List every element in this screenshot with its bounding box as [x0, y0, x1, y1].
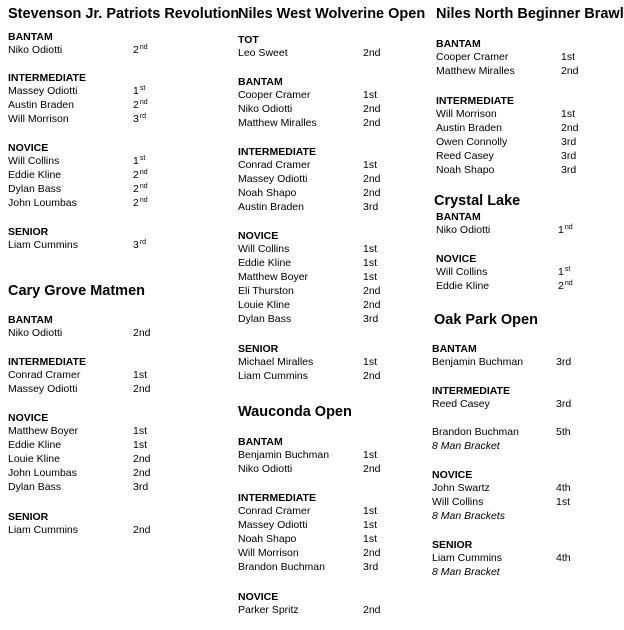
result-row	[8, 196, 148, 210]
wrestler-name: Cooper Cramer	[238, 89, 311, 101]
result-row	[436, 279, 573, 293]
tournament-title: Oak Park Open	[434, 312, 538, 328]
wrestler-name: Liam Cummins	[238, 370, 309, 382]
placement: 1st	[133, 439, 148, 451]
division-bantam	[436, 211, 573, 237]
division-title: INTERMEDIATE	[436, 95, 514, 107]
wrestler-name: Massey Odiotti	[238, 519, 308, 531]
result-row	[238, 298, 381, 312]
result-row	[8, 452, 151, 466]
placement: 2nd	[133, 453, 151, 465]
wrestler-name: Will Collins	[8, 155, 60, 167]
result-row	[238, 504, 378, 518]
placement: 2nd	[363, 47, 381, 59]
division-title: NOVICE	[432, 469, 473, 481]
wrestler-name: Massey Odiotti	[238, 173, 308, 185]
division-title: BANTAM	[238, 436, 283, 448]
placement: 2nd	[133, 467, 151, 479]
division-senior	[8, 226, 147, 252]
result-row	[8, 238, 147, 252]
placement: 2nd	[363, 299, 381, 311]
tournament-title: Niles North Beginner Brawl	[436, 6, 624, 22]
result-row	[432, 425, 571, 439]
wrestler-name: Austin Braden	[8, 99, 74, 111]
wrestler-name: Niko Odiotti	[8, 44, 63, 56]
result-row	[8, 112, 147, 126]
division-title: SENIOR	[238, 343, 279, 355]
wrestler-name: Matthew Boyer	[8, 425, 79, 437]
division-title: NOVICE	[8, 142, 49, 154]
result-row	[8, 84, 146, 98]
placement: 2nd	[133, 383, 151, 395]
placement: 1st	[561, 51, 576, 63]
wrestler-name: Will Collins	[436, 266, 488, 278]
placement: 1st	[363, 159, 378, 171]
division-novice	[432, 469, 571, 523]
division-title: NOVICE	[238, 591, 279, 603]
result-row	[8, 326, 151, 340]
wrestler-name: Louie Kline	[238, 299, 290, 311]
wrestler-name: Owen Connolly	[436, 136, 508, 148]
wrestler-name: Will Morrison	[436, 108, 497, 120]
wrestler-name: Eli Thurston	[238, 285, 294, 297]
placement: 4th	[556, 482, 571, 494]
division-bantam	[8, 31, 148, 57]
result-row	[238, 46, 381, 60]
division-title: INTERMEDIATE	[238, 146, 316, 158]
wrestler-name: Will Morrison	[238, 547, 299, 559]
result-row	[8, 480, 149, 494]
division-title: SENIOR	[8, 511, 49, 523]
result-row	[238, 256, 378, 270]
result-row	[238, 284, 381, 298]
placement: 1st	[133, 425, 148, 437]
placement: 3rd	[556, 356, 572, 368]
division-title: INTERMEDIATE	[8, 72, 86, 84]
result-row	[238, 462, 381, 476]
placement: 1st	[363, 257, 378, 269]
result-row	[8, 523, 151, 537]
result-row	[436, 265, 571, 279]
result-row	[436, 163, 577, 177]
wrestler-name: John Swartz	[432, 482, 490, 494]
wrestler-name: Liam Cummins	[432, 552, 503, 564]
placement: 1st	[363, 519, 378, 531]
placement: 2nd	[363, 463, 381, 475]
result-row	[432, 495, 571, 509]
wrestler-name: Will Morrison	[8, 113, 69, 125]
wrestler-name: Reed Casey	[436, 150, 494, 162]
division-novice	[8, 142, 148, 210]
placement: 1st	[133, 85, 146, 97]
result-row	[238, 242, 378, 256]
placement: 1st	[561, 108, 576, 120]
division-tot	[238, 34, 381, 60]
bracket-note: 8 Man Bracket	[432, 566, 500, 578]
division-intermediate	[432, 385, 572, 453]
result-row	[436, 64, 579, 78]
placement: 3rd	[363, 561, 379, 573]
placement: 1st	[363, 356, 378, 368]
placement: 1st	[558, 266, 571, 278]
division-title: BANTAM	[8, 314, 53, 326]
placement: 3rd	[133, 113, 147, 125]
wrestler-name: Matthew Miralles	[436, 65, 515, 77]
bracket-note: 8 Man Bracket	[432, 440, 500, 452]
result-row	[238, 116, 381, 130]
result-row	[238, 369, 381, 383]
placement: 1st	[363, 505, 378, 517]
result-row	[238, 270, 378, 284]
result-row	[8, 98, 148, 112]
division-bantam	[8, 314, 151, 340]
wrestler-name: John Loumbas	[8, 467, 77, 479]
placement: 2nd	[133, 327, 151, 339]
division-novice	[238, 230, 381, 326]
placement: 2nd	[133, 524, 151, 536]
wrestler-name: Niko Odiotti	[238, 463, 293, 475]
wrestler-name: Michael Miralles	[238, 356, 314, 368]
result-row	[8, 43, 148, 57]
division-title: TOT	[238, 34, 259, 46]
placement: 1nd	[558, 224, 573, 236]
tournament-title: Stevenson Jr. Patriots Revolution	[8, 6, 240, 22]
placement: 2nd	[363, 173, 381, 185]
wrestler-name: Benjamin Buchman	[432, 356, 524, 368]
wrestler-name: Niko Odiotti	[8, 327, 63, 339]
wrestler-name: Massey Odiotti	[8, 383, 78, 395]
placement: 2nd	[363, 604, 381, 616]
result-row	[238, 186, 381, 200]
placement: 1st	[133, 369, 148, 381]
division-intermediate	[8, 72, 148, 126]
placement: 3rd	[561, 136, 577, 148]
wrestler-name: Liam Cummins	[8, 524, 79, 536]
result-row	[432, 355, 572, 369]
tournament-title: Wauconda Open	[238, 404, 352, 420]
result-row	[432, 481, 571, 495]
division-senior	[432, 539, 571, 579]
result-row	[432, 397, 572, 411]
wrestler-name: Eddie Kline	[238, 257, 292, 269]
wrestler-name: Dylan Bass	[8, 481, 62, 493]
bracket-note: 8 Man Brackets	[432, 510, 505, 522]
wrestler-name: Noah Shapo	[436, 164, 495, 176]
result-row	[238, 448, 378, 462]
result-row	[436, 121, 579, 135]
result-row	[238, 102, 381, 116]
wrestler-name: Matthew Miralles	[238, 117, 317, 129]
division-title: BANTAM	[432, 343, 477, 355]
wrestler-name: Austin Braden	[436, 122, 502, 134]
wrestler-name: Louie Kline	[8, 453, 60, 465]
placement: 1st	[363, 533, 378, 545]
result-row	[8, 382, 151, 396]
wrestler-name: Dylan Bass	[238, 313, 292, 325]
wrestler-name: Eddie Kline	[8, 439, 62, 451]
division-title: INTERMEDIATE	[432, 385, 510, 397]
result-row	[8, 368, 148, 382]
result-row	[436, 223, 573, 237]
placement: 2nd	[133, 99, 148, 111]
placement: 3rd	[363, 201, 379, 213]
result-row	[238, 560, 379, 574]
result-row	[432, 551, 571, 565]
division-bantam	[432, 343, 572, 369]
placement: 2nd	[558, 280, 573, 292]
division-title: SENIOR	[432, 539, 473, 551]
result-row	[8, 438, 148, 452]
placement: 2nd	[133, 169, 148, 181]
result-row	[238, 355, 378, 369]
wrestler-name: Eddie Kline	[436, 280, 490, 292]
result-row	[436, 107, 576, 121]
wrestler-name: Conrad Cramer	[238, 159, 311, 171]
placement: 1st	[556, 496, 571, 508]
division-novice	[8, 412, 151, 494]
division-title: NOVICE	[436, 253, 477, 265]
division-title: INTERMEDIATE	[238, 492, 316, 504]
division-title: SENIOR	[8, 226, 49, 238]
wrestler-name: Matthew Boyer	[238, 271, 309, 283]
division-bantam	[436, 38, 579, 78]
result-row	[8, 424, 148, 438]
placement: 2nd	[133, 44, 148, 56]
division-title: NOVICE	[8, 412, 49, 424]
result-row	[436, 135, 577, 149]
division-bantam	[238, 436, 381, 476]
wrestler-name: Niko Odiotti	[238, 103, 293, 115]
wrestler-name: Eddie Kline	[8, 169, 62, 181]
placement: 3rd	[133, 481, 149, 493]
division-novice	[238, 591, 381, 617]
division-title: BANTAM	[8, 31, 53, 43]
wrestler-name: Noah Shapo	[238, 533, 297, 545]
wrestler-name: Parker Spritz	[238, 604, 299, 616]
wrestler-name: Will Collins	[432, 496, 484, 508]
placement: 2nd	[363, 117, 381, 129]
wrestler-name: Brandon Buchman	[238, 561, 325, 573]
result-row	[238, 518, 378, 532]
division-title: BANTAM	[238, 76, 283, 88]
placement: 3rd	[561, 150, 577, 162]
placement: 1st	[363, 243, 378, 255]
wrestler-name: Will Collins	[238, 243, 290, 255]
division-intermediate	[238, 492, 381, 574]
result-row	[238, 312, 379, 326]
wrestler-name: Noah Shapo	[238, 187, 297, 199]
result-row	[436, 50, 576, 64]
placement: 1st	[363, 271, 378, 283]
result-row	[238, 172, 381, 186]
division-intermediate	[238, 146, 381, 214]
placement: 5th	[556, 426, 571, 438]
placement: 2nd	[561, 122, 579, 134]
placement: 2nd	[561, 65, 579, 77]
result-row	[238, 200, 379, 214]
division-novice	[436, 253, 573, 293]
placement: 3rd	[363, 313, 379, 325]
placement: 2nd	[133, 197, 148, 209]
placement: 2nd	[363, 285, 381, 297]
division-intermediate	[8, 356, 151, 396]
division-intermediate	[436, 95, 579, 177]
wrestler-name: Conrad Cramer	[8, 369, 81, 381]
result-row	[238, 603, 381, 617]
wrestler-name: Benjamin Buchman	[238, 449, 330, 461]
wrestler-name: John Loumbas	[8, 197, 77, 209]
division-senior	[238, 343, 381, 383]
result-row	[8, 154, 146, 168]
tournament-title: Cary Grove Matmen	[8, 283, 145, 299]
division-senior	[8, 511, 151, 537]
wrestler-name: Cooper Cramer	[436, 51, 509, 63]
tournament-title: Crystal Lake	[434, 193, 521, 209]
result-row	[8, 466, 151, 480]
wrestler-name: Dylan Bass	[8, 183, 62, 195]
result-row	[238, 88, 378, 102]
division-title: BANTAM	[436, 38, 481, 50]
wrestler-name: Niko Odiotti	[436, 224, 491, 236]
wrestler-name: Liam Cummins	[8, 239, 79, 251]
division-bantam	[238, 76, 381, 130]
wrestler-name: Leo Sweet	[238, 47, 288, 59]
division-title: BANTAM	[436, 211, 481, 223]
placement: 2nd	[363, 370, 381, 382]
result-row	[238, 532, 378, 546]
placement: 3rd	[556, 398, 572, 410]
result-row	[8, 182, 148, 196]
placement: 4th	[556, 552, 571, 564]
division-title: NOVICE	[238, 230, 279, 242]
placement: 2nd	[363, 547, 381, 559]
placement: 3rd	[561, 164, 577, 176]
placement: 2nd	[133, 183, 148, 195]
tournament-title: Niles West Wolverine Open	[238, 6, 426, 22]
placement: 1st	[363, 449, 378, 461]
placement: 1st	[133, 155, 146, 167]
wrestler-name: Conrad Cramer	[238, 505, 311, 517]
placement: 3rd	[133, 239, 147, 251]
division-title: INTERMEDIATE	[8, 356, 86, 368]
wrestler-name: Massey Odiotti	[8, 85, 78, 97]
placement: 1st	[363, 89, 378, 101]
wrestler-name: Brandon Buchman	[432, 426, 519, 438]
placement: 2nd	[363, 103, 381, 115]
result-row	[238, 158, 378, 172]
result-row	[8, 168, 148, 182]
result-row	[436, 149, 577, 163]
wrestler-name: Austin Braden	[238, 201, 304, 213]
placement: 2nd	[363, 187, 381, 199]
result-row	[238, 546, 381, 560]
wrestler-name: Reed Casey	[432, 398, 490, 410]
